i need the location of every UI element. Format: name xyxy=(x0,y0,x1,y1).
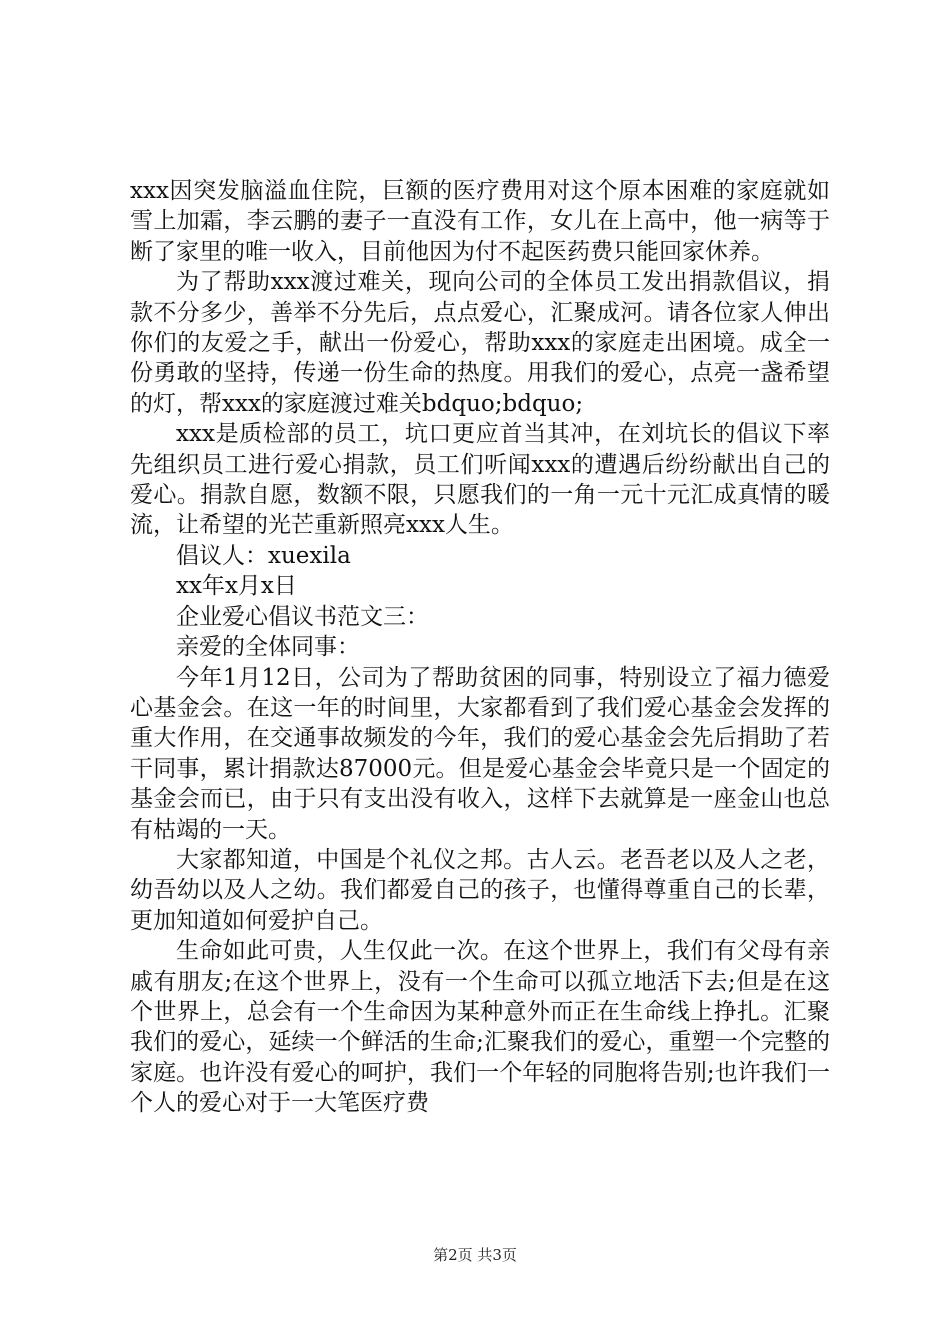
paragraph-1: xxx因突发脑溢血住院，巨额的医疗费用对这个原本困难的家庭就如雪上加霜，李云鹏的妻子一直没有工作，女儿在上高中，他一病等于断了家里的唯一收入，目前他因为付不起医药费只能回家休养。 xyxy=(130,178,830,265)
paragraph-2: 为了帮助xxx渡过难关，现向公司的全体员工发出捐款倡议，捐款不分多少，善举不分先后，点点爱心，汇聚成河。请各位家人伸出你们的友爱之手，献出一份爱心，帮助xxx的家庭走出困境。成全一份勇敢的坚持，传递一份生命的热度。用我们的爱心，点亮一盏希望的灯，帮xxx的家庭渡过难关bdquo;bdquo; xyxy=(130,269,830,417)
paragraph-3: xxx是质检部的员工，坑口更应首当其冲，在刘坑长的倡议下率先组织员工进行爱心捐款，员工们听闻xxx的遭遇后纷纷献出自己的爱心。捐款自愿，数额不限，只愿我们的一角一元十元汇成真情的暖流，让希望的光芒重新照亮xxx人生。 xyxy=(130,421,830,539)
paragraph-4: 今年1月12日，公司为了帮助贫困的同事，特别设立了福力德爱心基金会。在这一年的时间里，大家都看到了我们爱心基金会发挥的重大作用，在交通事故频发的今年，我们的爱心基金会先后捐助了若干同事，累计捐款达87000元。但是爱心基金会毕竟只是一个固定的基金会而已，由于只有支出没有收入，这样下去就算是一座金山也总有枯竭的一天。 xyxy=(130,664,830,843)
date-line: xx年x月x日 xyxy=(176,573,297,600)
salutation: 亲爱的全体同事： xyxy=(176,634,360,661)
paragraph-5: 大家都知道，中国是个礼仪之邦。古人云。老吾老以及人之老，幼吾幼以及人之幼。我们都爱自己的孩子，也懂得尊重自己的长辈，更加知道如何爱护自己。 xyxy=(130,846,830,934)
proposer-line: 倡议人：xuexila xyxy=(176,542,351,569)
page-number-footer: 第2页 共3页 xyxy=(433,1246,517,1264)
section-title: 企业爱心倡议书范文三： xyxy=(176,603,429,630)
paragraph-6: 生命如此可贵，人生仅此一次。在这个世界上，我们有父母有亲戚有朋友;在这个世界上，没有一个生命可以孤立地活下去;但是在这个世界上，总会有一个生命因为某种意外而正在生命线上挣扎。汇聚我们的爱心，延续一个鲜活的生命;汇聚我们的爱心，重塑一个完整的家庭。也许没有爱心的呵护，我们一个年轻的同胞将告别;也许我们一个人的爱心对于一大笔医疗费 xyxy=(130,938,830,1117)
document-body xyxy=(130,176,830,1119)
